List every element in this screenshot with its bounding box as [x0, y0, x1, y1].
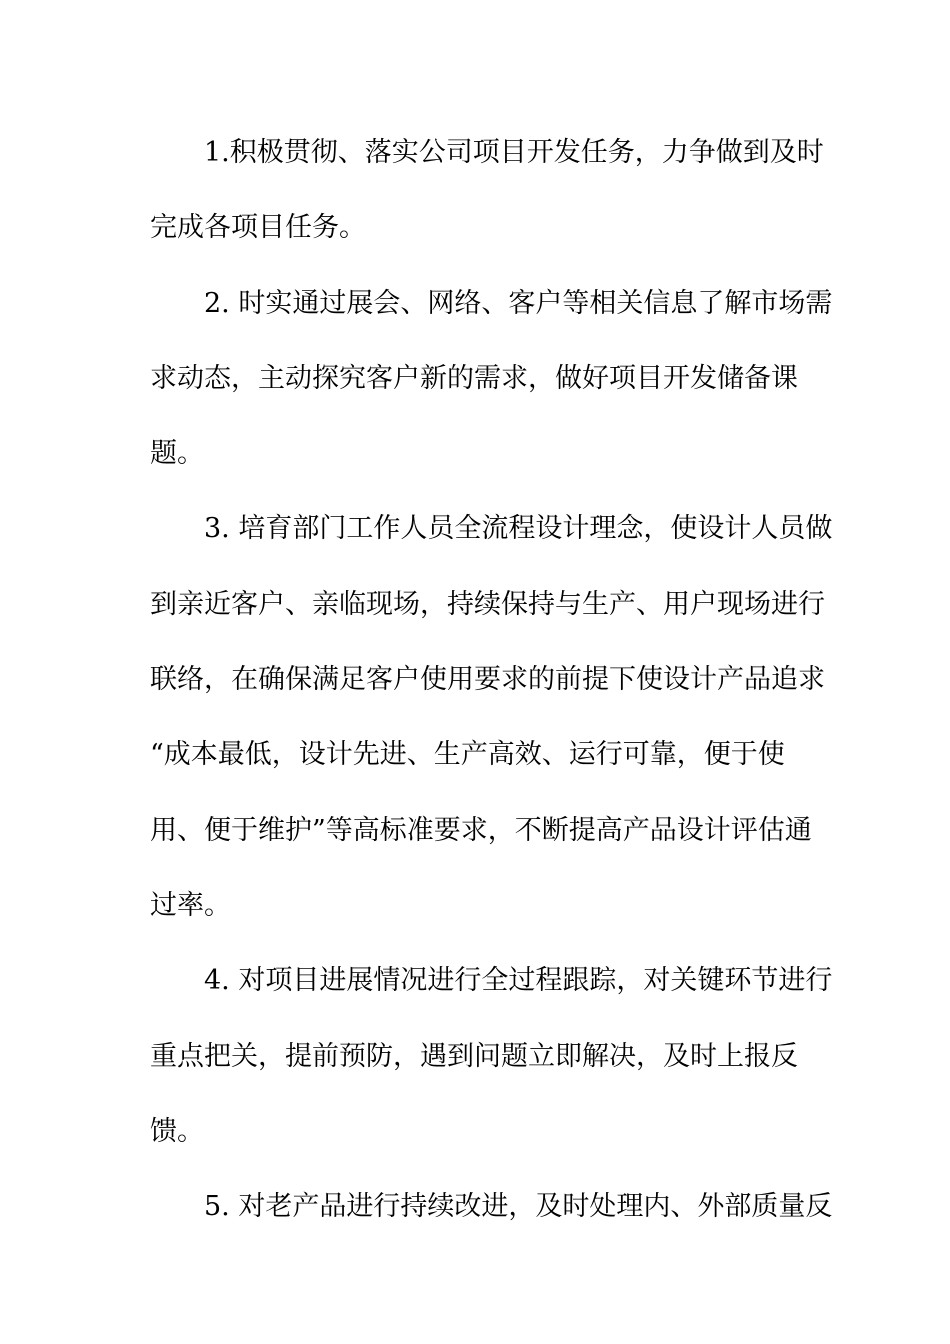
item-2-line-2: 求动态，主动探究客户新的需求，做好项目开发储备课 [150, 362, 798, 394]
item-3-line-3: 联络，在确保满足客户使用要求的前提下使设计产品追求 [150, 664, 825, 696]
item-5-line-1: 5. 对老产品进行持续改进，及时处理内、外部质量反 [204, 1191, 833, 1223]
item-2-line-1: 2. 时实通过展会、网络、客户等相关信息了解市场需 [204, 287, 833, 319]
item-4-line-2: 重点把关，提前预防，遇到问题立即解决，及时上报反 [150, 1040, 798, 1072]
item-3-line-1: 3. 培育部门工作人员全流程设计理念，使设计人员做 [204, 513, 833, 545]
item-2-line-3: 题。 [150, 438, 204, 470]
item-1-line-1: 1.积极贯彻、落实公司项目开发任务，力争做到及时 [204, 137, 824, 168]
item-4-line-3: 馈。 [150, 1115, 204, 1147]
item-1-line-2: 完成各项目任务。 [150, 212, 366, 244]
item-4-line-1: 4. 对项目进展情况进行全过程跟踪，对关键环节进行 [204, 965, 833, 997]
document-body [150, 115, 833, 1244]
item-3-line-6: 过率。 [150, 889, 231, 921]
item-3-line-5: 用、便于维护”等高标准要求，不断提高产品设计评估通 [150, 814, 812, 846]
item-3-line-4: “成本最低，设计先进、生产高效、运行可靠，便于使 [150, 739, 785, 771]
item-3-line-2: 到亲近客户、亲临现场，持续保持与生产、用户现场进行 [150, 588, 825, 620]
